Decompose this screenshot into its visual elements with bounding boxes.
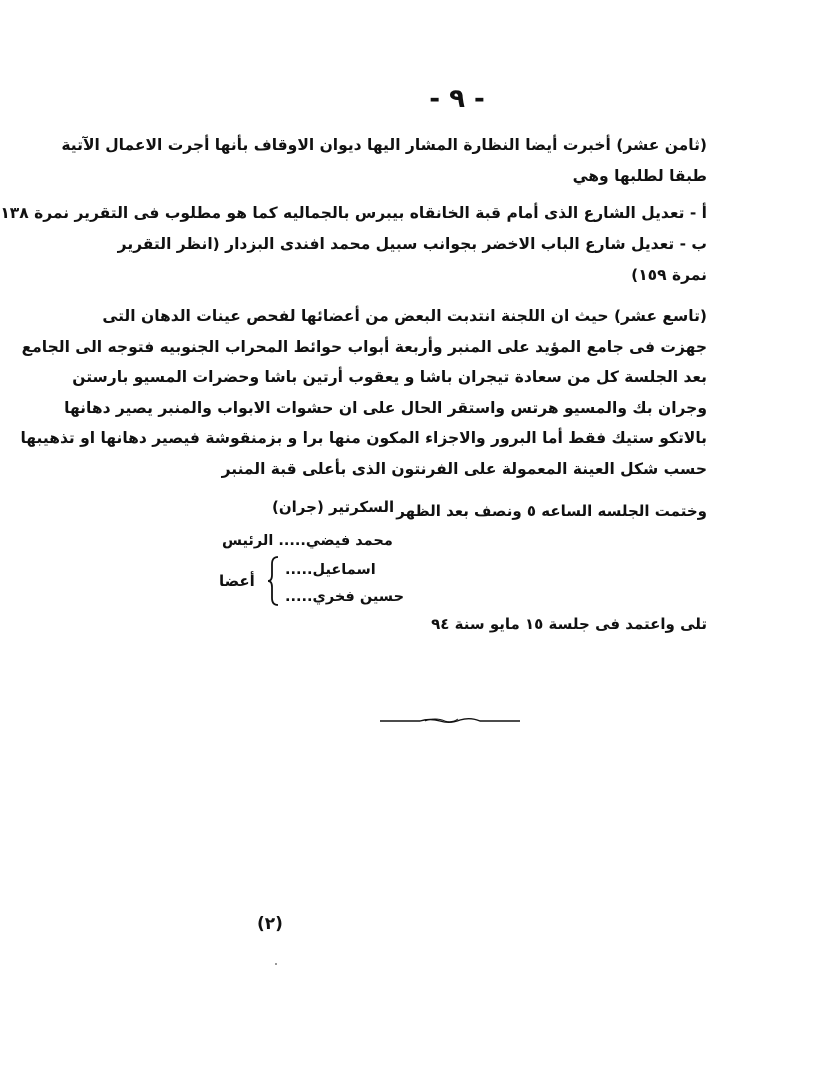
paragraph-nineteenth [20, 301, 707, 484]
footer-number: (٢) [257, 914, 283, 934]
members-label: أعضا [219, 572, 255, 590]
paragraph-line: بعد الجلسة كل من سعادة تيجران باشا و يعقوب أرتين باشا وحضرات المسيو بارستن [72, 368, 707, 386]
ornamental-divider [380, 716, 520, 724]
list-item-a: أ - تعديل الشارع الذى أمام قبة الخانقاه بيبرس بالجماليه كما هو مطلوب فى التقرير نمرة ١٣٨ [0, 204, 707, 222]
list-item-b-continued: نمرة ١٥٩) [631, 266, 707, 284]
paragraph-line: (ثامن عشر) أخبرت أيضا النظارة المشار اليها ديوان الاوقاف بأنها أجرت الاعمال الآتية [61, 136, 707, 154]
paragraph-line: طبقا لطلبها وهي [572, 166, 707, 185]
closing-statement: وختمت الجلسه الساعه ٥ ونصف بعد الظهر [396, 502, 707, 520]
brace-icon [268, 556, 280, 606]
paragraph-line: بالاتكو ستيك فقط أما البرور والاجزاء المكون منها برا و بزمنقوشة فيصير دهانها او تذهيبها [20, 429, 707, 447]
page-number: - ٩ - [429, 84, 485, 114]
list-item-b: ب - تعديل شارع الباب الاخضر بجوانب سبيل محمد افندى البزدار (انظر التقرير [117, 235, 707, 253]
president-signature: محمد فيضي..... الرئيس [222, 533, 393, 549]
paragraph-eighteenth [61, 130, 707, 191]
ink-speck [275, 963, 277, 965]
member-signature: حسين فخري..... [285, 589, 405, 605]
paragraph-line: وجران بك والمسيو هرتس واستقر الحال على ان حشوات الابواب والمنبر يصير دهانها [64, 398, 707, 417]
paragraph-line: جهزت فى جامع المؤيد على المنبر وأربعة أبواب حوائط المحراب الجنوبيه فتوجه الى الجامع [21, 337, 707, 356]
approval-note: تلى واعتمد فى جلسة ١٥ مايو سنة ٩٤ [431, 615, 707, 633]
paragraph-line: (تاسع عشر) حيث ان اللجنة انتدبت البعض من أعضائها لفحص عينات الدهان التى [102, 307, 707, 325]
secretary-signature: السكرتير (جران) [272, 498, 395, 516]
member-signature: اسماعيل..... [285, 562, 376, 578]
paragraph-line: حسب شكل العينة المعمولة على الفرنتون الذى بأعلى قبة المنبر [221, 459, 707, 478]
